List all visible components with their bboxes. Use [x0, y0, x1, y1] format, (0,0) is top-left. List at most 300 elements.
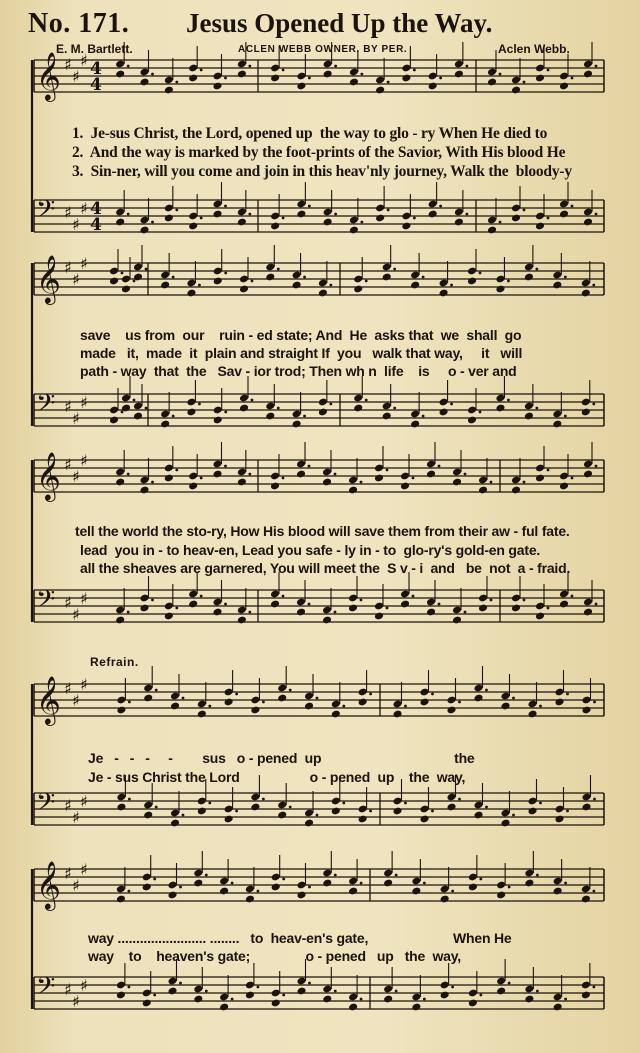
dot	[308, 886, 311, 889]
note-head	[581, 991, 591, 1000]
note-head	[527, 710, 537, 719]
time-signature: 4	[90, 59, 102, 79]
dot	[251, 280, 254, 283]
dot	[523, 209, 526, 212]
dot	[282, 878, 285, 881]
dot	[308, 982, 311, 985]
sharp-sign: ♯	[64, 980, 72, 999]
dot	[479, 411, 482, 414]
dot	[334, 990, 337, 993]
dot	[595, 213, 598, 216]
note-head	[487, 78, 497, 87]
dot	[571, 77, 574, 80]
dot	[303, 276, 306, 279]
time-signature: 4	[90, 199, 102, 219]
dot	[539, 802, 542, 805]
note-head	[392, 807, 402, 816]
dot	[224, 465, 227, 468]
dot	[127, 611, 130, 614]
note-head	[296, 470, 306, 479]
note-head	[348, 604, 358, 613]
sharp-sign: ♯	[80, 589, 88, 608]
note-head	[296, 210, 306, 219]
dot	[282, 477, 285, 480]
dot	[200, 595, 203, 598]
note-head	[426, 608, 436, 617]
dot	[251, 399, 254, 402]
note-head	[511, 86, 521, 95]
dot	[393, 407, 396, 410]
sharp-sign: ♯	[80, 792, 88, 811]
dot	[172, 276, 175, 279]
note-head	[142, 999, 152, 1008]
sharp-sign: ♯	[72, 605, 80, 624]
note-head	[410, 281, 420, 290]
sharp-sign: ♯	[72, 67, 80, 86]
dot	[393, 268, 396, 271]
sharp-sign: ♯	[80, 393, 88, 412]
note-head	[468, 883, 478, 892]
note-head	[559, 82, 569, 91]
sharp-sign: ♯	[72, 992, 80, 1011]
dot	[535, 407, 538, 410]
note-head	[583, 608, 593, 617]
dot	[182, 814, 185, 817]
note-head	[292, 281, 302, 290]
note-head	[116, 706, 126, 715]
note-head	[500, 702, 510, 711]
dot	[262, 701, 265, 704]
dot	[387, 81, 390, 84]
note-head	[467, 277, 477, 286]
note-head	[116, 895, 126, 904]
note-head	[553, 1003, 563, 1012]
dot	[224, 77, 227, 80]
note-head	[239, 285, 249, 294]
dot	[308, 77, 311, 80]
note-head	[322, 995, 332, 1004]
dot	[198, 403, 201, 406]
note-head	[193, 995, 203, 1004]
note-head	[277, 811, 287, 820]
dot	[412, 595, 415, 598]
dot	[155, 806, 158, 809]
note-head	[454, 70, 464, 79]
note-head	[115, 478, 125, 487]
note-head	[213, 277, 223, 286]
dot	[547, 217, 550, 220]
note-head	[473, 694, 483, 703]
dot	[571, 205, 574, 208]
sharp-sign: ♯	[64, 593, 72, 612]
dot	[412, 477, 415, 480]
note-head	[559, 210, 569, 219]
dot	[133, 399, 136, 402]
note-head	[115, 70, 125, 79]
note-head	[318, 408, 328, 417]
note-head	[473, 811, 483, 820]
note-head	[400, 600, 410, 609]
dot	[592, 890, 595, 893]
dot	[438, 603, 441, 606]
hymn-title: Jesus Opened Up the Way.	[186, 8, 493, 38]
dot	[334, 611, 337, 614]
note-head	[349, 226, 359, 235]
dot	[303, 415, 306, 418]
note-head	[219, 1003, 229, 1012]
bass-clef: 𝄢	[36, 389, 56, 424]
note-head	[237, 478, 247, 487]
dot	[342, 705, 345, 708]
treble-clef: 𝄞	[36, 451, 61, 500]
dot	[507, 399, 510, 402]
dot	[248, 473, 251, 476]
dot	[200, 217, 203, 220]
note-head	[349, 78, 359, 87]
sharp-sign: ♯	[80, 675, 88, 694]
dot	[369, 693, 372, 696]
lyricist-credit: E. M. Bartlett.	[56, 42, 133, 56]
note-head	[428, 82, 438, 91]
dot	[127, 473, 130, 476]
note-head	[411, 1003, 421, 1012]
dot	[231, 882, 234, 885]
system-2-verse-1: save us from our ruin - ed state; And He asks that we shall go	[80, 327, 522, 343]
treble-clef: 𝄞	[36, 51, 61, 100]
dot	[547, 607, 550, 610]
note-head	[323, 218, 333, 227]
dot	[257, 890, 260, 893]
sharp-sign: ♯	[64, 679, 72, 698]
note-head	[496, 891, 506, 900]
dot	[422, 276, 425, 279]
note-head	[193, 879, 203, 888]
dot	[386, 607, 389, 610]
note-head	[583, 470, 593, 479]
note-head	[318, 289, 328, 298]
note-head	[265, 273, 275, 282]
dot	[342, 802, 345, 805]
note-head	[511, 214, 521, 223]
dot	[479, 272, 482, 275]
system-1-verse-3: 3. Sin-ner, will you come and join in this heav'nly journey, Walk the bloody-y	[72, 163, 572, 180]
dot	[512, 814, 515, 817]
note-head	[322, 879, 332, 888]
dot	[438, 465, 441, 468]
note-head	[115, 616, 125, 625]
note-head	[440, 895, 450, 904]
dot	[523, 81, 526, 84]
dot	[334, 213, 337, 216]
note-head	[440, 991, 450, 1000]
dot	[308, 205, 311, 208]
note-head	[296, 82, 306, 91]
dot	[413, 217, 416, 220]
note-head	[160, 281, 170, 290]
dot	[360, 998, 363, 1001]
dot	[334, 65, 337, 68]
note-head	[116, 991, 126, 1000]
note-head	[511, 604, 521, 613]
dot	[208, 802, 211, 805]
note-head	[331, 807, 341, 816]
dot	[539, 705, 542, 708]
note-head	[245, 991, 255, 1000]
bass-clef: 𝄢	[36, 788, 56, 823]
dot	[179, 982, 182, 985]
note-head	[296, 608, 306, 617]
note-head	[583, 218, 593, 227]
sharp-sign: ♯	[72, 808, 80, 827]
note-head	[139, 604, 149, 613]
dot	[464, 611, 467, 614]
dot	[224, 272, 227, 275]
note-head	[212, 470, 222, 479]
note-head	[323, 70, 333, 79]
note-head	[331, 710, 341, 719]
dot	[595, 65, 598, 68]
note-head	[212, 210, 222, 219]
note-head	[446, 803, 456, 812]
note-head	[487, 226, 497, 235]
note-head	[164, 474, 174, 483]
note-head	[583, 70, 593, 79]
dot	[153, 878, 156, 881]
note-head	[383, 879, 393, 888]
note-head	[411, 887, 421, 896]
dot	[485, 806, 488, 809]
dot	[564, 415, 567, 418]
note-head	[188, 600, 198, 609]
note-head	[245, 895, 255, 904]
sharp-sign: ♯	[80, 254, 88, 273]
dot	[153, 994, 156, 997]
dot	[172, 415, 175, 418]
dot	[431, 810, 434, 813]
note-head	[116, 803, 126, 812]
dot	[464, 473, 467, 476]
sharp-sign: ♯	[72, 691, 80, 710]
dot	[595, 603, 598, 606]
note-head	[478, 604, 488, 613]
dot	[179, 886, 182, 889]
note-head	[535, 74, 545, 83]
treble-clef: 𝄞	[36, 254, 61, 303]
sharp-sign: ♯	[80, 199, 88, 218]
dot	[282, 217, 285, 220]
note-head	[581, 895, 591, 904]
note-head	[224, 815, 234, 824]
note-head	[581, 408, 591, 417]
note-head	[478, 486, 488, 495]
note-head	[383, 995, 393, 1004]
dot	[593, 798, 596, 801]
note-head	[139, 226, 149, 235]
dot	[128, 701, 131, 704]
bass-clef: 𝄢	[36, 972, 56, 1007]
dot	[451, 986, 454, 989]
note-head	[559, 600, 569, 609]
dot	[182, 697, 185, 700]
note-head	[167, 987, 177, 996]
system-3-verse-1: tell the world the sto-ry, How His blood will save them from their aw - ful fate.	[75, 523, 570, 539]
note-head	[164, 612, 174, 621]
note-head	[219, 887, 229, 896]
note-head	[495, 404, 505, 413]
sharp-sign: ♯	[64, 203, 72, 222]
system-2-verse-3: path - way that the Sav - ior trod; Then wh n life is o - ver and	[80, 363, 517, 379]
note-head	[186, 289, 196, 298]
dot	[535, 268, 538, 271]
note-head	[410, 420, 420, 429]
dot	[365, 399, 368, 402]
dot	[175, 81, 178, 84]
note-head	[527, 807, 537, 816]
dot	[458, 798, 461, 801]
dot	[151, 599, 154, 602]
dot	[485, 689, 488, 692]
sharp-sign: ♯	[64, 864, 72, 883]
dot	[395, 874, 398, 877]
note-head	[250, 803, 260, 812]
note-head	[581, 803, 591, 812]
note-head	[446, 706, 456, 715]
dot	[536, 990, 539, 993]
refrain-line-2-lower: way to heaven's gate; o - pened up the way,	[88, 948, 461, 964]
system-3-verse-2: lead you in - to heav-en, Lead you safe - ly in - to glo-ry's gold-en gate.	[80, 542, 541, 558]
note-head	[197, 710, 207, 719]
note-head	[270, 600, 280, 609]
dot	[205, 874, 208, 877]
note-head	[581, 289, 591, 298]
dot	[507, 280, 510, 283]
dot	[127, 890, 130, 893]
dot	[262, 798, 265, 801]
note-head	[224, 698, 234, 707]
dot	[205, 990, 208, 993]
dot	[329, 403, 332, 406]
dot	[523, 481, 526, 484]
dot	[592, 403, 595, 406]
dot	[508, 982, 511, 985]
note-head	[139, 486, 149, 495]
treble-clef: 𝄞	[36, 860, 61, 909]
note-head	[237, 218, 247, 227]
note-head	[559, 482, 569, 491]
note-head	[197, 807, 207, 816]
note-head	[292, 420, 302, 429]
note-head	[382, 273, 392, 282]
dot	[564, 882, 567, 885]
dot	[282, 69, 285, 72]
hymn-number: No. 171.	[28, 8, 130, 39]
dot	[334, 874, 337, 877]
dot	[277, 268, 280, 271]
dot	[127, 986, 130, 989]
dot	[571, 595, 574, 598]
dot	[404, 802, 407, 805]
dot	[365, 280, 368, 283]
note-head	[265, 412, 275, 421]
dot	[316, 814, 319, 817]
dot	[422, 415, 425, 418]
sharp-sign: ♯	[64, 455, 72, 474]
note-head	[524, 995, 534, 1004]
dot	[512, 697, 515, 700]
dot	[479, 994, 482, 997]
dot	[127, 213, 130, 216]
dot	[386, 469, 389, 472]
note-head	[358, 698, 368, 707]
dot	[458, 701, 461, 704]
dot	[499, 73, 502, 76]
note-head	[535, 612, 545, 621]
note-head	[348, 1003, 358, 1012]
dot	[248, 65, 251, 68]
dot	[592, 284, 595, 287]
note-head	[115, 218, 125, 227]
note-head	[554, 698, 564, 707]
dot	[308, 465, 311, 468]
sharp-sign: ♯	[72, 409, 80, 428]
dot	[133, 280, 136, 283]
note-head	[142, 883, 152, 892]
dot	[208, 705, 211, 708]
bass-clef: 𝄢	[36, 585, 56, 620]
sharp-sign: ♯	[72, 467, 80, 486]
refrain-line-2-upper: way ........................ ........ to heav-en's gate, When He	[88, 930, 512, 946]
note-head	[348, 486, 358, 495]
dot	[387, 209, 390, 212]
dot	[431, 693, 434, 696]
dot	[490, 481, 493, 484]
system-1-verse-1: 1. Je-sus Christ, the Lord, opened up the way to glo - ry When He died to	[72, 125, 548, 142]
note-head	[270, 482, 280, 491]
note-head	[212, 608, 222, 617]
note-head	[121, 285, 131, 294]
dot	[175, 209, 178, 212]
dot	[151, 481, 154, 484]
dot	[479, 878, 482, 881]
note-head	[250, 706, 260, 715]
dot	[360, 73, 363, 76]
note-head	[277, 694, 287, 703]
dot	[289, 806, 292, 809]
sharp-sign: ♯	[80, 51, 88, 70]
note-head	[160, 420, 170, 429]
dot	[450, 403, 453, 406]
dot	[282, 595, 285, 598]
note-head	[382, 412, 392, 421]
dot	[198, 284, 201, 287]
copyright-notice: ACLEN WEBB OWNER. BY PER.	[238, 44, 408, 55]
dot	[360, 599, 363, 602]
note-head	[271, 999, 281, 1008]
dot	[499, 221, 502, 224]
note-head	[552, 281, 562, 290]
note-head	[188, 74, 198, 83]
note-head	[188, 222, 198, 231]
note-head	[304, 702, 314, 711]
note-head	[524, 879, 534, 888]
note-head	[186, 408, 196, 417]
dot	[523, 599, 526, 602]
dot	[175, 469, 178, 472]
dot	[248, 611, 251, 614]
note-head	[535, 222, 545, 231]
dot	[175, 607, 178, 610]
dot	[329, 284, 332, 287]
